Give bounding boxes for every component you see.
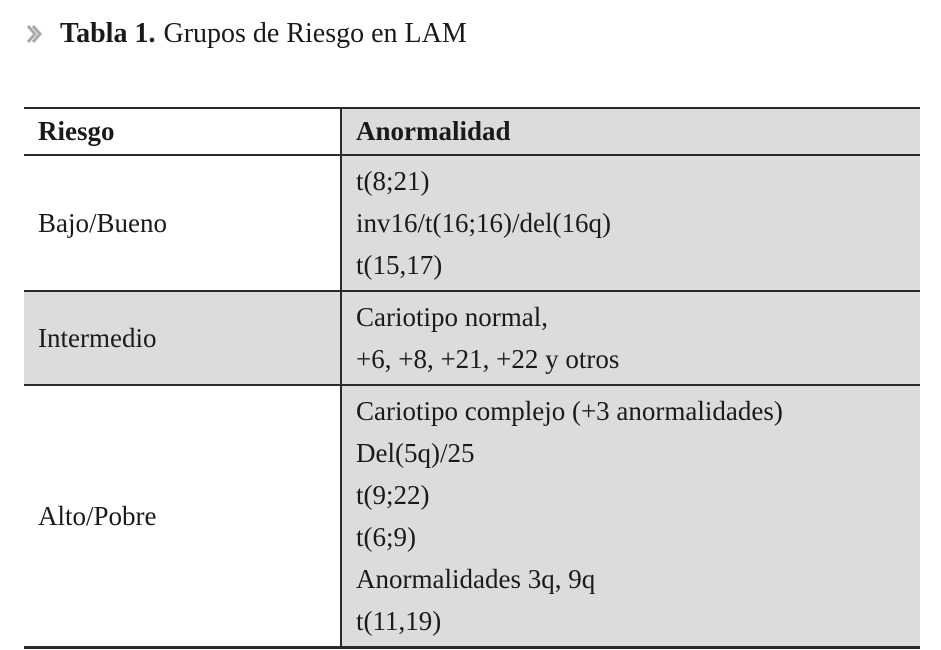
abnormality-item: t(6;9) — [356, 522, 416, 552]
risk-cell: Alto/Pobre — [24, 385, 341, 648]
header-risk: Riesgo — [24, 108, 341, 155]
table-caption — [26, 14, 467, 54]
abnormality-item: inv16/t(16;16)/del(16q) — [356, 208, 611, 238]
abnormality-item: t(15,17) — [356, 250, 443, 280]
caption-title: Grupos de Riesgo en LAM — [163, 18, 467, 49]
abnormality-item: Cariotipo normal, — [356, 302, 548, 332]
abnormality-item: t(9;22) — [356, 480, 430, 510]
caption-label: Tabla 1. — [60, 18, 156, 49]
abnormality-cell — [341, 155, 920, 291]
risk-groups-table — [24, 107, 920, 649]
abnormality-item: +6, +8, +21, +22 y otros — [356, 344, 620, 374]
abnormality-item: Del(5q)/25 — [356, 438, 475, 468]
chevron-right-icon — [26, 23, 42, 45]
abnormality-cell — [341, 291, 920, 385]
table-row — [24, 155, 920, 291]
abnormality-cell — [341, 385, 920, 648]
abnormality-item: t(8;21) — [356, 166, 430, 196]
table-row — [24, 291, 920, 385]
table-row — [24, 385, 920, 648]
abnormality-item: t(11,19) — [356, 606, 442, 636]
risk-cell: Intermedio — [24, 291, 341, 385]
table-header-row — [24, 108, 920, 155]
abnormality-item: Anormalidades 3q, 9q — [356, 564, 596, 594]
risk-cell: Bajo/Bueno — [24, 155, 341, 291]
abnormality-item: Cariotipo complejo (+3 anormalidades) — [356, 396, 783, 426]
header-abnormality: Anormalidad — [341, 108, 920, 155]
